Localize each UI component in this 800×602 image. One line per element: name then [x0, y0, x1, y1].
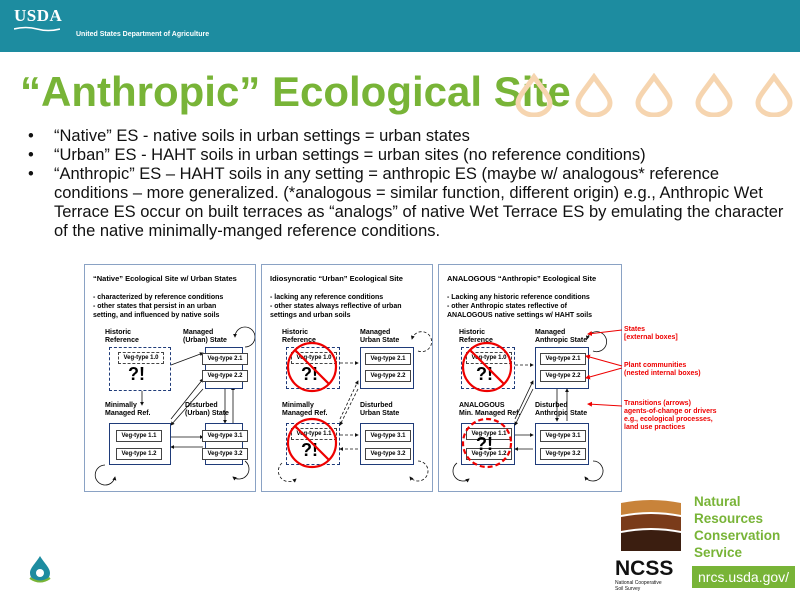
bullet-item: • “Native” ES - native soils in urban settings = urban states	[28, 127, 788, 146]
veg-type-box: Veg-type 3.1	[202, 430, 248, 442]
minimally-managed-state-box	[109, 423, 171, 465]
bullet-list	[28, 127, 788, 241]
disturbed-state-label: Disturbed Urban State	[360, 402, 400, 417]
usda-logo-wave-icon	[14, 26, 60, 32]
bullet-item: • “Anthropic” ES – HAHT soils in any setting = anthropic ES (maybe w/ analogous* reference conditions – more generalized. (*analogous = similar function, different origin) e.g., Anthropic Wet Terrace ES occur on built terraces as “analogs” of native Wet Terrace ES by emulating the character of the native minimally-manged reference conditions.	[28, 165, 788, 241]
usda-logo: USDA	[14, 6, 63, 25]
disturbed-state-label: Disturbed (Urban) State	[185, 402, 229, 417]
annotation-plant-communities: Plant communities (nested internal boxes)	[624, 362, 701, 377]
veg-type-box: Veg-type 3.2	[202, 448, 248, 460]
unknown-mark: ?!	[476, 364, 493, 384]
panel-title: “Native” Ecological Site w/ Urban States	[93, 274, 237, 283]
veg-type-box: Veg-type 2.2	[202, 370, 248, 382]
veg-type-box: Veg-type 3.1	[540, 430, 586, 442]
bullet-item: • “Urban” ES - HAHT soils in urban settings = urban sites (no reference conditions)	[28, 146, 788, 165]
historic-reference-label: Historic Reference	[459, 329, 493, 344]
diagram-panel-urban	[261, 264, 433, 492]
veg-type-box: Veg-type 3.2	[540, 448, 586, 460]
analogous-reference-label: ANALOGOUS Min. Managed Ref.	[459, 402, 521, 417]
nrcs-url[interactable]: nrcs.usda.gov/	[692, 566, 795, 588]
ncss-logo-text: NCSS	[615, 557, 674, 580]
unknown-mark: ?!	[476, 434, 493, 454]
veg-type-box: Veg-type 3.2	[365, 448, 411, 460]
panel-description: - characterized by reference conditions - other states that persist in an urban setting, and influenced by native soils	[93, 294, 224, 319]
annotation-states: States [external boxes]	[624, 326, 678, 341]
disturbed-state-label: Disturbed Anthropic State	[535, 402, 588, 417]
minimally-managed-label: Minimally Managed Ref.	[105, 402, 151, 417]
managed-state-label: Managed Anthropic State	[535, 329, 588, 344]
veg-type-box: Veg-type 1.0	[466, 352, 512, 364]
veg-type-box: Veg-type 1.0	[291, 352, 337, 364]
veg-type-box: Veg-type 1.1	[291, 428, 337, 440]
veg-type-box: Veg-type 2.1	[365, 353, 411, 365]
veg-type-box: Veg-type 1.2	[466, 448, 512, 460]
veg-type-box: Veg-type 1.0	[118, 352, 164, 364]
unknown-mark: ?!	[301, 364, 318, 384]
veg-type-box: Veg-type 1.1	[466, 428, 512, 440]
managed-state-label: Managed (Urban) State	[183, 329, 227, 344]
nrcs-agency-name: Natural Resources Conservation Service	[694, 494, 781, 560]
panel-title: Idiosyncratic “Urban” Ecological Site	[270, 274, 403, 283]
veg-type-box: Veg-type 1.2	[116, 448, 162, 460]
droplet-pattern-icon	[512, 73, 800, 117]
panel-title: ANALOGOUS “Anthropic” Ecological Site	[447, 274, 597, 283]
ncss-logo-subtitle: National Cooperative Soil Survey	[615, 580, 662, 592]
state-transition-arrows	[262, 265, 432, 491]
agency-name: United States Department of Agriculture	[76, 31, 210, 38]
historic-reference-label: Historic Reference	[282, 329, 316, 344]
veg-type-box: Veg-type 2.1	[202, 353, 248, 365]
historic-reference-label: Historic Reference	[105, 329, 139, 344]
soil-layers-icon	[615, 499, 687, 553]
diagram-panel-native	[84, 264, 256, 492]
veg-type-box: Veg-type 2.1	[540, 353, 586, 365]
managed-state-box	[205, 347, 243, 389]
annotation-transitions: Transitions (arrows) agents-of-change or drivers e.g., ecological processes, land use practices	[624, 400, 717, 431]
unknown-mark: ?!	[128, 364, 145, 384]
veg-type-box: Veg-type 3.1	[365, 430, 411, 442]
ncss-logo	[615, 499, 687, 592]
minimally-managed-label: Minimally Managed Ref.	[282, 402, 328, 417]
disturbed-state-box	[205, 423, 243, 465]
managed-state-label: Managed Urban State	[360, 329, 400, 344]
panel-description: - Lacking any historic reference conditions - other Anthropic states reflective of ANALOGOUS native settings w/ HAHT soils	[447, 294, 593, 319]
veg-type-box: Veg-type 2.2	[365, 370, 411, 382]
panel-description: - lacking any reference conditions - other states always reflective of urban settings and urban soils	[270, 294, 402, 319]
droplet-icon	[26, 554, 54, 584]
header-bar	[0, 0, 800, 52]
veg-type-box: Veg-type 2.2	[540, 370, 586, 382]
unknown-mark: ?!	[301, 440, 318, 460]
historic-reference-state-box	[109, 347, 171, 391]
veg-type-box: Veg-type 1.1	[116, 430, 162, 442]
slide-title: “Anthropic” Ecological Site	[20, 68, 571, 115]
